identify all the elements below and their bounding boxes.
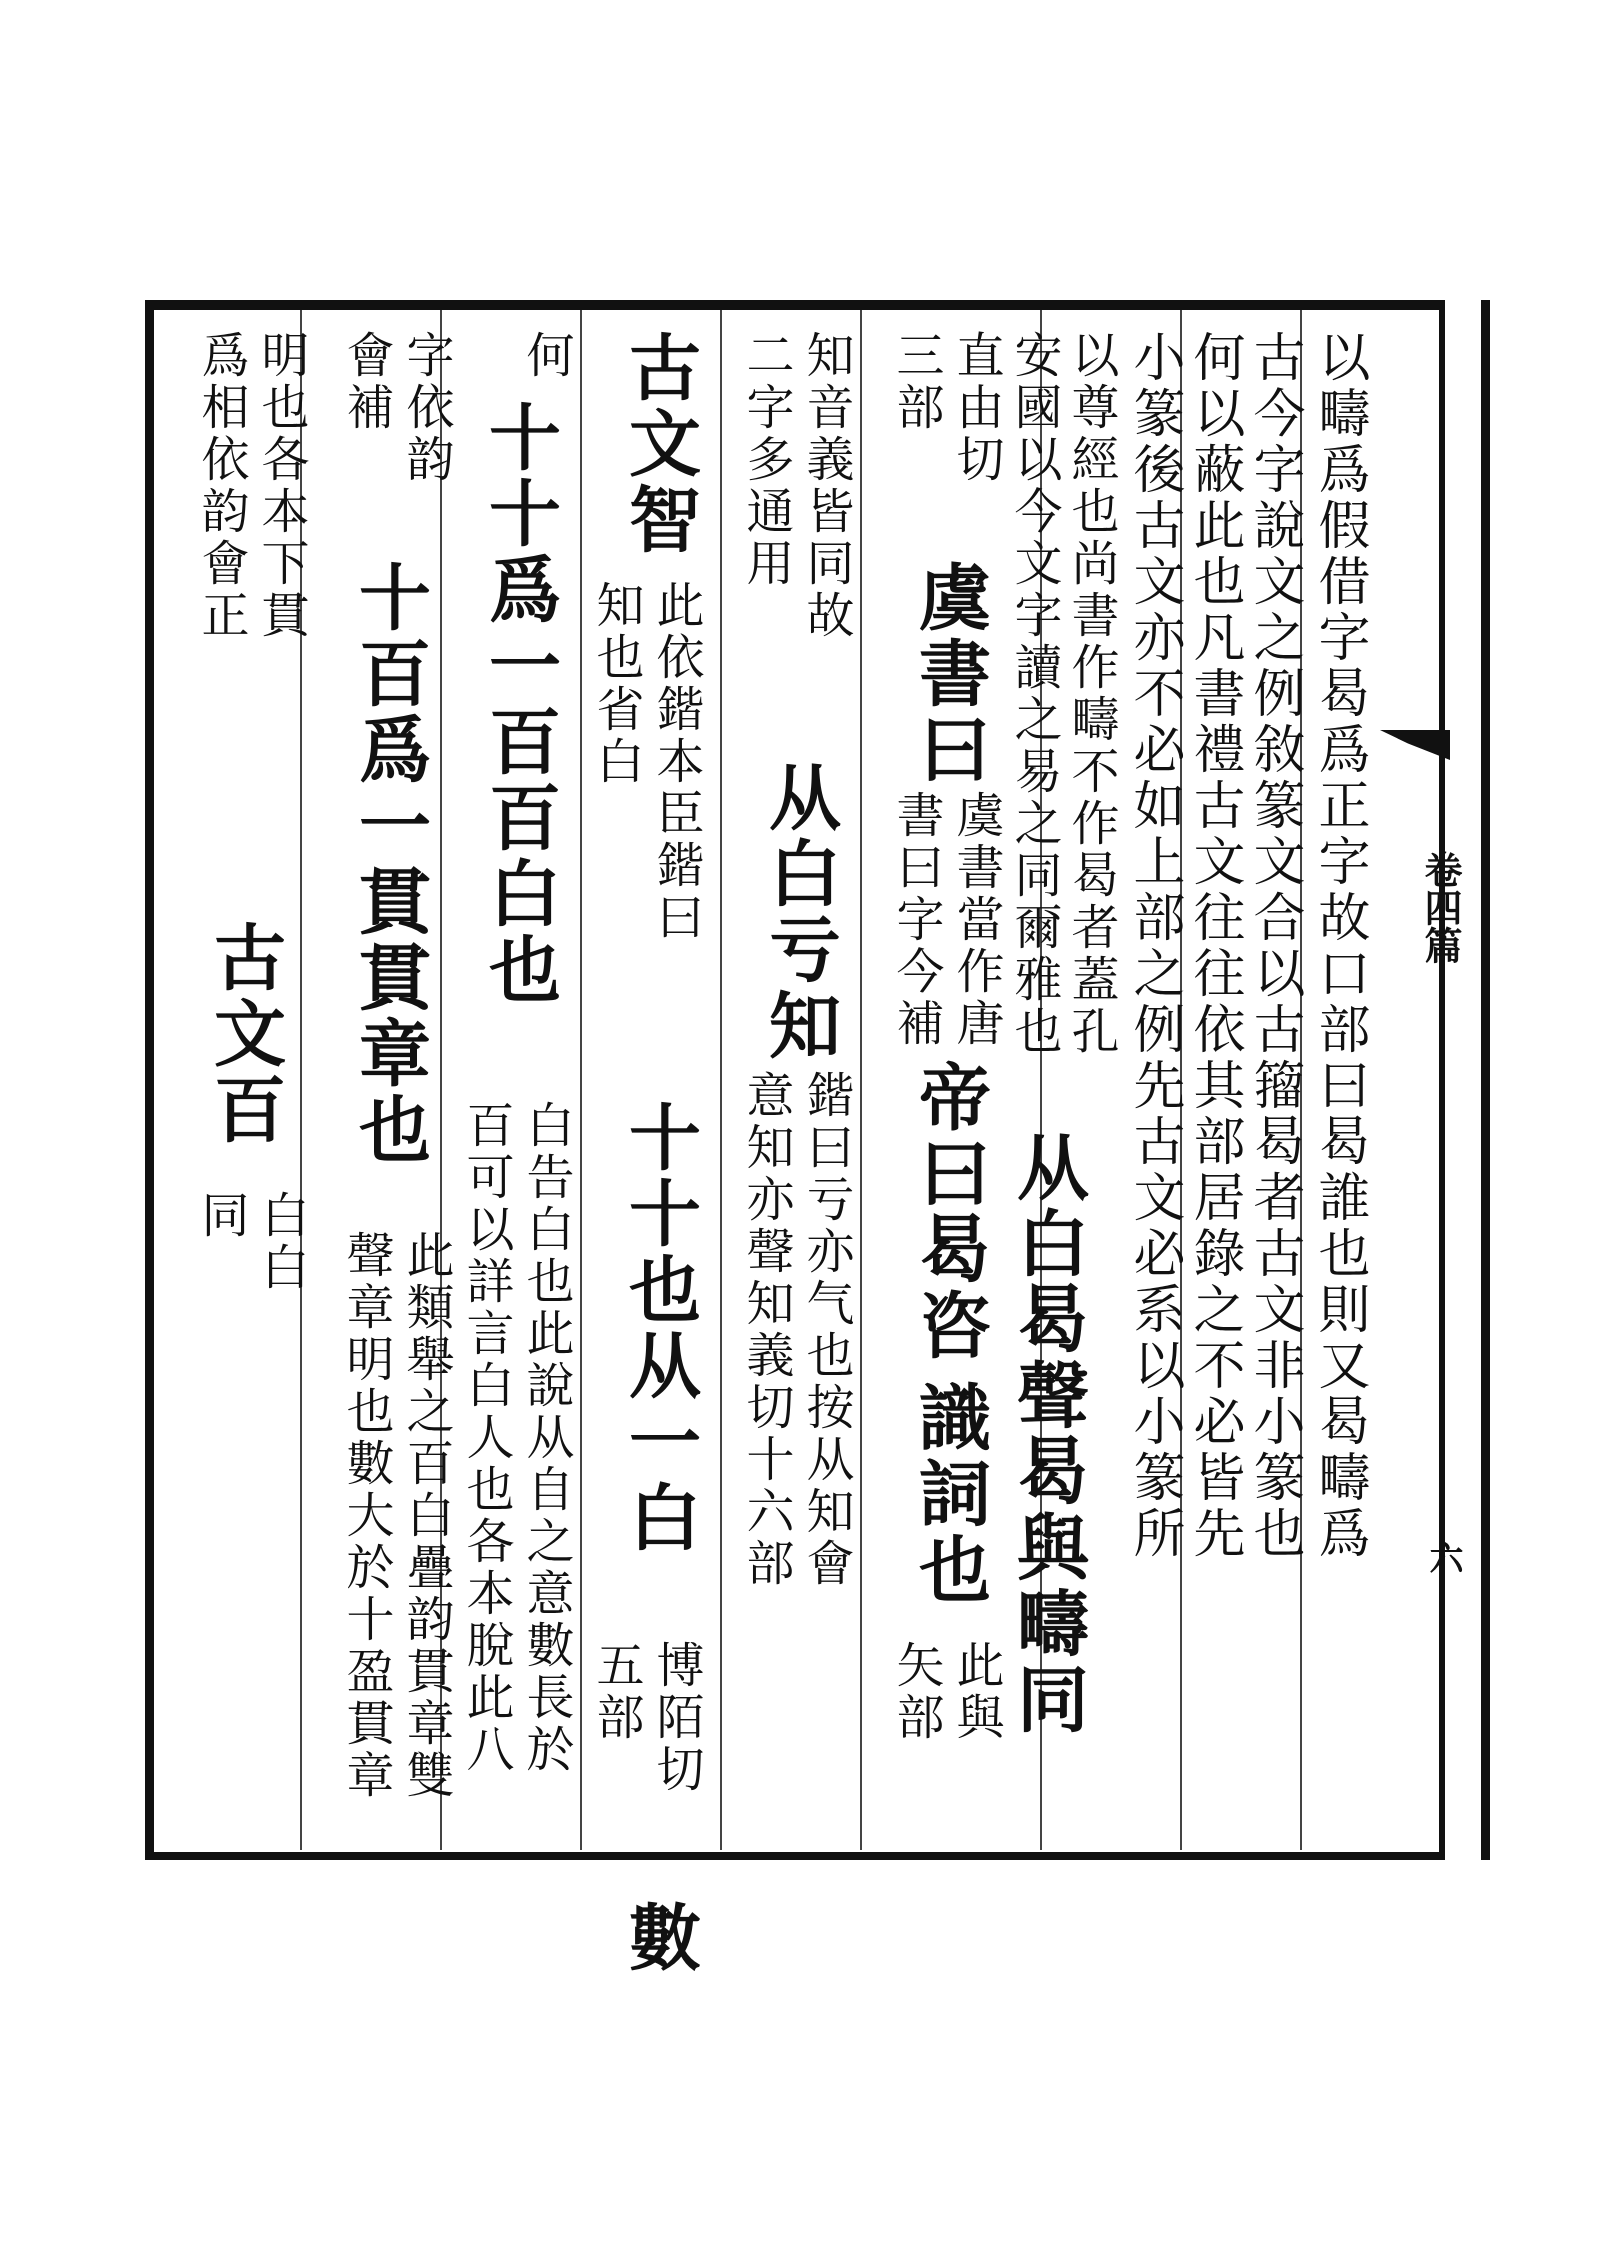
annotation: 聲章明也數大於十盈貫章	[338, 1230, 394, 1802]
text-column: 以疇爲假借字曷爲正字故口部曰曷誰也則又曷疇爲	[1309, 330, 1369, 1562]
annotation: 鍇曰亏亦气也按从知會	[798, 1070, 854, 1590]
annotation: 爲相依韵會正	[193, 330, 249, 642]
main-text: 十十也从一白	[617, 1100, 702, 1556]
main-text: 虞書曰	[907, 560, 992, 788]
main-text: 古文智	[617, 330, 702, 558]
annotation: 書曰字今補	[888, 790, 944, 1050]
annotation: 五部	[588, 1640, 644, 1744]
main-text: 數	[617, 1900, 702, 1976]
main-text: 十十爲一百百白也	[477, 400, 562, 1008]
text-column: 小篆後古文亦不必如上部之例先古文必系以小篆所	[1124, 330, 1184, 1562]
text-column: 以尊經也尚書作疇不作曷者蓋孔	[1063, 330, 1119, 1058]
annotation: 意知亦聲知義切十六部	[738, 1070, 794, 1590]
annotation: 何	[518, 330, 574, 382]
text-column: 三部	[888, 330, 944, 434]
annotation: 此類舉之百白疊韵貫章雙	[398, 1230, 454, 1802]
annotation: 此與	[948, 1640, 1004, 1744]
annotation: 會補	[338, 330, 394, 434]
annotation: 矢部	[888, 1640, 944, 1744]
annotation: 知也省白	[588, 580, 644, 788]
text-column: 安國以今文字讀之易之同爾雅也	[1006, 330, 1062, 1058]
annotation: 白白	[253, 1190, 309, 1294]
main-text: 从白曷聲曷與疇同	[1005, 1130, 1090, 1738]
column-rule	[860, 310, 862, 1850]
annotation: 白告白也此說从自之意數長於	[518, 1100, 574, 1776]
annotation: 此依鍇本臣鍇曰	[648, 580, 704, 944]
text-column: 直由切	[948, 330, 1004, 486]
main-text: 識詞也	[907, 1380, 992, 1608]
main-text: 十百爲一貫貫章也	[347, 560, 432, 1168]
annotation: 同	[193, 1190, 249, 1242]
annotation: 博陌切	[648, 1640, 704, 1796]
annotation: 虞書當作唐	[948, 790, 1004, 1050]
main-text: 帝曰曷咨	[907, 1060, 992, 1364]
text-column: 知音義皆同故	[798, 330, 854, 642]
text-column: 古今字說文之例敘篆文合以古籀曷者古文非小篆也	[1244, 330, 1304, 1562]
main-text: 从白亏知	[757, 760, 842, 1064]
chapter-title: 卷四篇	[1418, 850, 1463, 964]
center-margin	[1445, 300, 1490, 1860]
page-number: 六	[1423, 1540, 1463, 1574]
annotation: 字依韵	[398, 330, 454, 486]
text-column: 何以蔽此也凡書禮古文往往依其部居錄之不必皆先	[1184, 330, 1244, 1562]
column-rule	[720, 310, 722, 1850]
annotation: 百可以詳言白人也各本脫此八	[458, 1100, 514, 1776]
main-text: 古文百	[202, 920, 287, 1148]
column-rule	[580, 310, 582, 1850]
text-column: 二字多通用	[738, 330, 794, 590]
annotation: 明也各本下貫	[253, 330, 309, 642]
